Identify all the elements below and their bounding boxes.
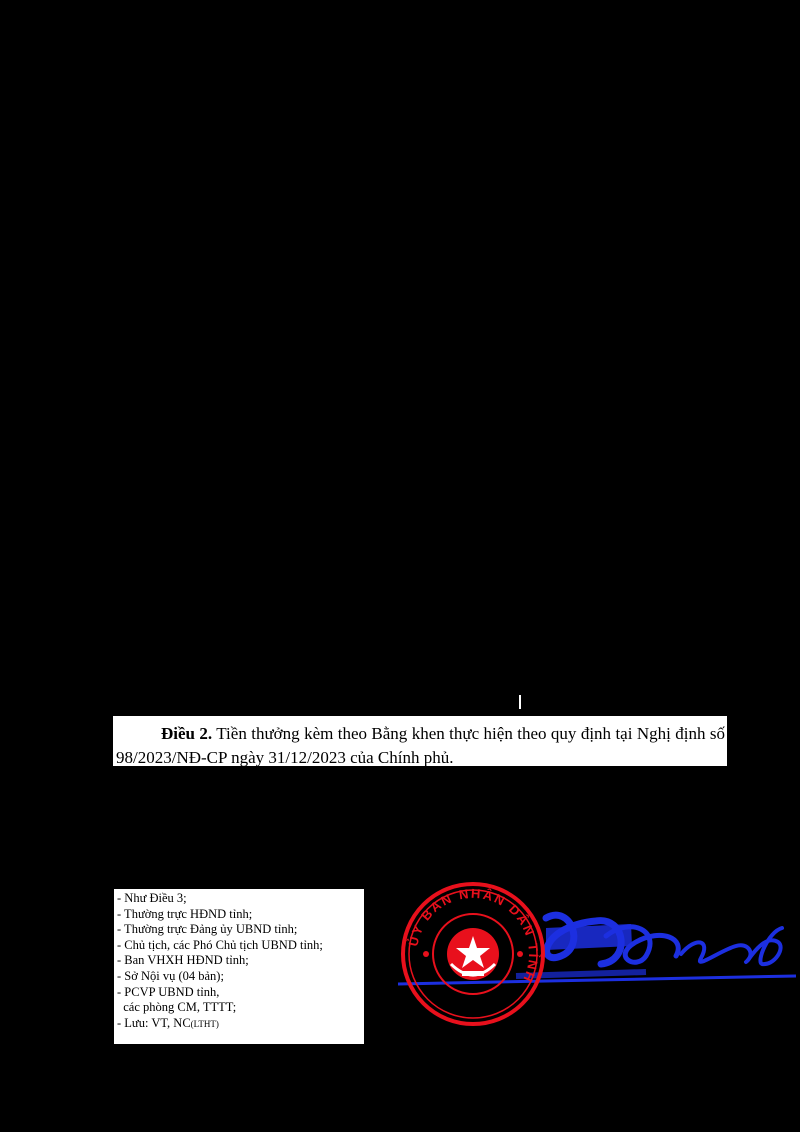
- seal-text: ỦY BAN NHÂN DÂN TỈNH: [405, 885, 542, 986]
- recipient-item: - Thường trực Đảng ủy UBND tỉnh;: [117, 922, 298, 937]
- article-label: Điều 2.: [161, 724, 213, 743]
- recipient-item: - Thường trực HĐND tỉnh;: [117, 906, 253, 921]
- article-2-paragraph: [113, 716, 727, 766]
- recipients-list: [114, 889, 364, 1044]
- recipient-item: - Chủ tịch, các Phó Chủ tịch UBND tỉnh;: [117, 937, 323, 952]
- emblem-icon: [447, 928, 499, 980]
- stamp-and-signature: [396, 876, 800, 1026]
- stray-mark: [519, 695, 521, 709]
- stamp-signature-svg: [396, 876, 800, 1026]
- recipient-item-archive: [117, 1016, 364, 1033]
- article-text: Tiền thưởng kèm theo Bằng khen thực hiện theo quy định tại Nghị định số 98/2023/NĐ-CP ngày 31/12/2023 của Chính phủ.: [116, 724, 726, 767]
- recipient-item: - Như Điều 3;: [117, 891, 187, 905]
- archive-label: - Lưu: VT, NC: [117, 1015, 191, 1030]
- recipient-item: - Ban VHXH HĐND tỉnh;: [117, 953, 249, 968]
- recipient-item: các phòng CM, TTTT;: [117, 1000, 237, 1015]
- recipient-item: - PCVP UBND tỉnh,: [117, 984, 220, 999]
- archive-code: (LTHT): [190, 1018, 219, 1029]
- recipient-item: - Sở Nội vụ (04 bản);: [117, 968, 224, 983]
- official-seal: [403, 884, 543, 1024]
